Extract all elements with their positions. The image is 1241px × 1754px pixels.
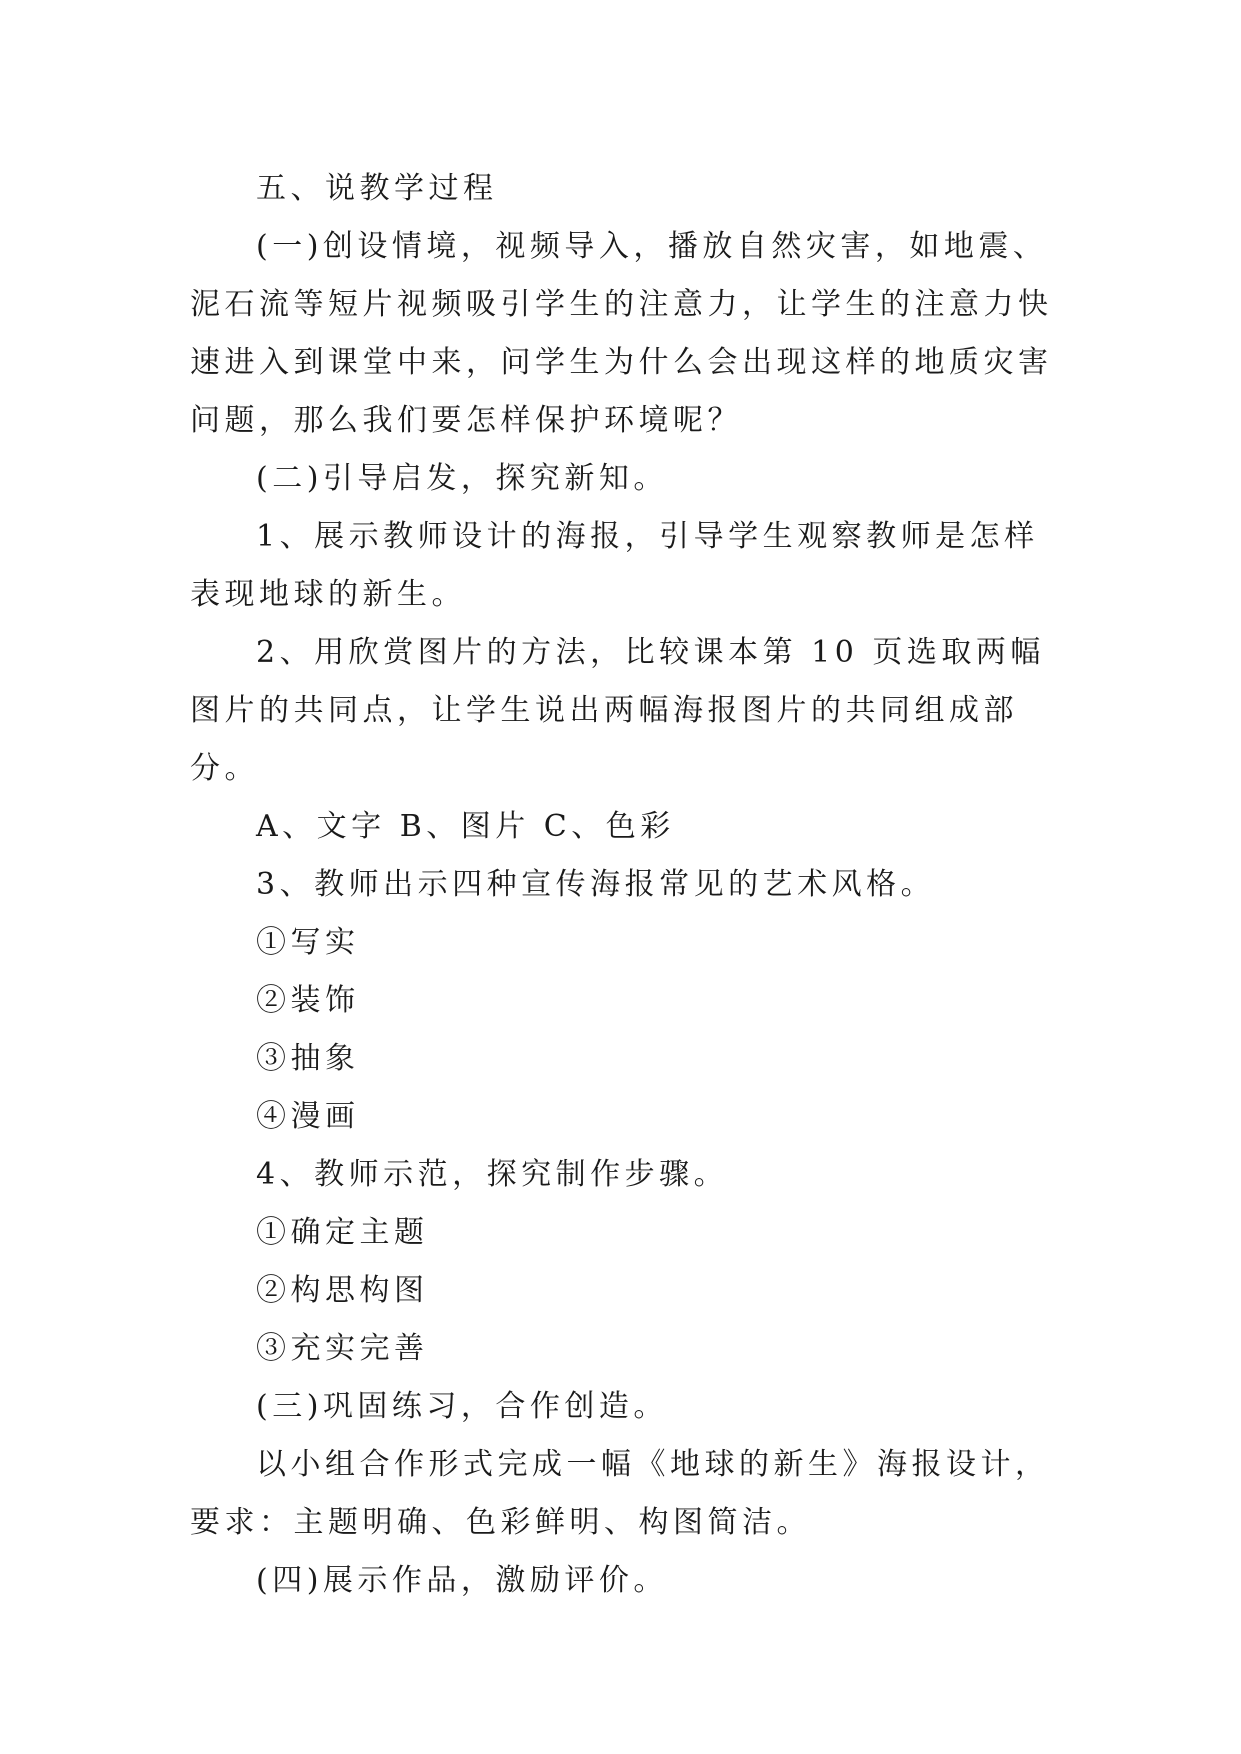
paragraph-item-1: 1、展示教师设计的海报，引导学生观察教师是怎样表现地球的新生。	[190, 519, 1039, 612]
list-item-step-1: ①确定主题	[256, 1215, 429, 1250]
list-item-style-1: ①写实	[256, 925, 360, 960]
paragraph-item-4: 4、教师示范，探究制作步骤。	[256, 1157, 729, 1192]
list-item-step-2: ②构思构图	[256, 1273, 429, 1308]
list-item-style-2: ②装饰	[256, 983, 360, 1018]
paragraph-item-3: 3、教师出示四种宣传海报常见的艺术风格。	[256, 867, 936, 902]
document-body	[190, 160, 1060, 1610]
paragraph-step-four: (四)展示作品，激励评价。	[256, 1563, 668, 1598]
list-item-style-4: ④漫画	[256, 1099, 360, 1134]
list-item-style-3: ③抽象	[256, 1041, 360, 1076]
paragraph-step-one: (一)创设情境，视频导入，播放自然灾害，如地震、泥石流等短片视频吸引学生的注意力，让学生的注意力快速进入到课堂中来，问学生为什么会出现这样的地质灾害问题，那么我们要怎样保护环境呢？	[190, 229, 1053, 438]
paragraph-task: 以小组合作形式完成一幅《地球的新生》海报设计，要求：主题明确、色彩鲜明、构图简洁。	[190, 1447, 1050, 1540]
section-heading: 五、说教学过程	[256, 171, 498, 206]
list-item-step-3: ③充实完善	[256, 1331, 429, 1366]
paragraph-item-2: 2、用欣赏图片的方法，比较课本第 10 页选取两幅图片的共同点，让学生说出两幅海报图片的共同组成部分。	[190, 635, 1045, 786]
paragraph-step-two: (二)引导启发，探究新知。	[256, 461, 668, 496]
paragraph-step-three: (三)巩固练习，合作创造。	[256, 1389, 668, 1424]
paragraph-components: A、文字 B、图片 C、色彩	[256, 809, 675, 844]
